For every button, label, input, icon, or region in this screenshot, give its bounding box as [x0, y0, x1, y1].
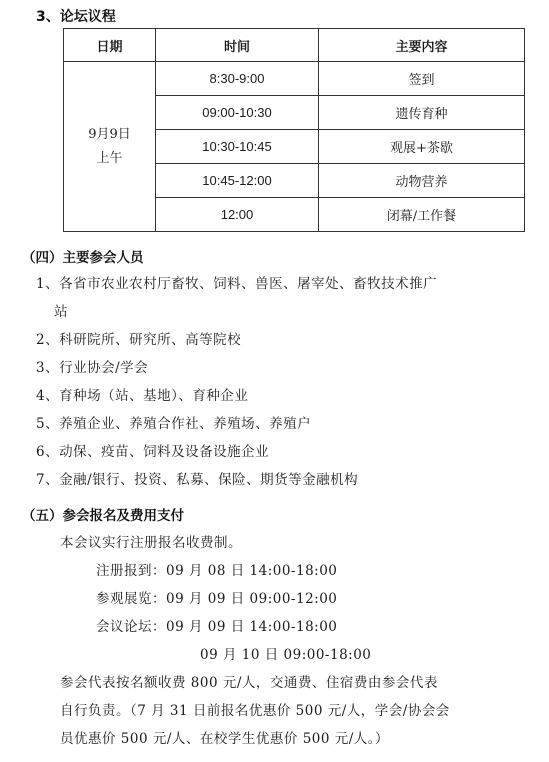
header-date: 日期	[64, 29, 156, 62]
agenda-table	[63, 28, 525, 232]
content-cell: 观展+茶歇	[319, 130, 525, 164]
attendee-item-continued: 站	[54, 304, 68, 320]
date-line: 9月9日	[88, 126, 131, 142]
time-cell: 09:00-10:30	[156, 96, 319, 130]
time-cell: 12:00	[156, 198, 319, 232]
header-time: 时间	[156, 29, 319, 62]
table-row	[64, 62, 525, 96]
date-cell	[64, 62, 156, 232]
fee-line: 自行负责。（7 月 31 日前报名优惠价 500 元/人，学会/协会会	[60, 703, 450, 719]
date-period: 上午	[96, 150, 123, 166]
attendee-item: 3、行业协会/学会	[36, 360, 149, 376]
fee-line: 员优惠价 500 元/人、在校学生优惠价 500 元/人。）	[60, 731, 390, 747]
section-4-title: （四）主要参会人员	[22, 250, 144, 266]
registration-intro: 本会议实行注册报名收费制。	[60, 535, 242, 551]
schedule-line: 参观展览：09 月 09 日 09:00-12:00	[96, 591, 338, 607]
time-cell: 10:30-10:45	[156, 130, 319, 164]
content-cell: 闭幕/工作餐	[319, 198, 525, 232]
content-cell: 动物营养	[319, 164, 525, 198]
content-cell: 遗传育种	[319, 96, 525, 130]
attendee-item: 1、各省市农业农村厅畜牧、饲料、兽医、屠宰处、畜牧技术推广	[36, 276, 438, 292]
header-content: 主要内容	[319, 29, 525, 62]
attendee-item: 4、育种场（站、基地）、育种企业	[36, 388, 249, 404]
attendee-item: 7、金融/银行、投资、私募、保险、期货等金融机构	[36, 472, 359, 488]
attendee-item: 5、养殖企业、养殖合作社、养殖场、养殖户	[36, 416, 312, 432]
content-cell: 签到	[319, 62, 525, 96]
section-3-title: 3、论坛议程	[36, 9, 116, 25]
time-cell: 8:30-9:00	[156, 62, 319, 96]
attendee-item: 2、科研院所、研究所、高等院校	[36, 332, 242, 348]
attendee-item: 6、动保、疫苗、饲料及设备设施企业	[36, 444, 270, 460]
schedule-line: 会议论坛：09 月 09 日 14:00-18:00	[96, 619, 338, 635]
fee-line: 参会代表按名额收费 800 元/人，交通费、住宿费由参会代表	[60, 675, 438, 691]
schedule-line: 注册报到：09 月 08 日 14:00-18:00	[96, 563, 338, 579]
section-5-title: （五）参会报名及费用支付	[22, 508, 184, 524]
schedule-line: 09 月 10 日 09:00-18:00	[200, 647, 372, 663]
agenda-header-row	[64, 29, 525, 62]
time-cell: 10:45-12:00	[156, 164, 319, 198]
